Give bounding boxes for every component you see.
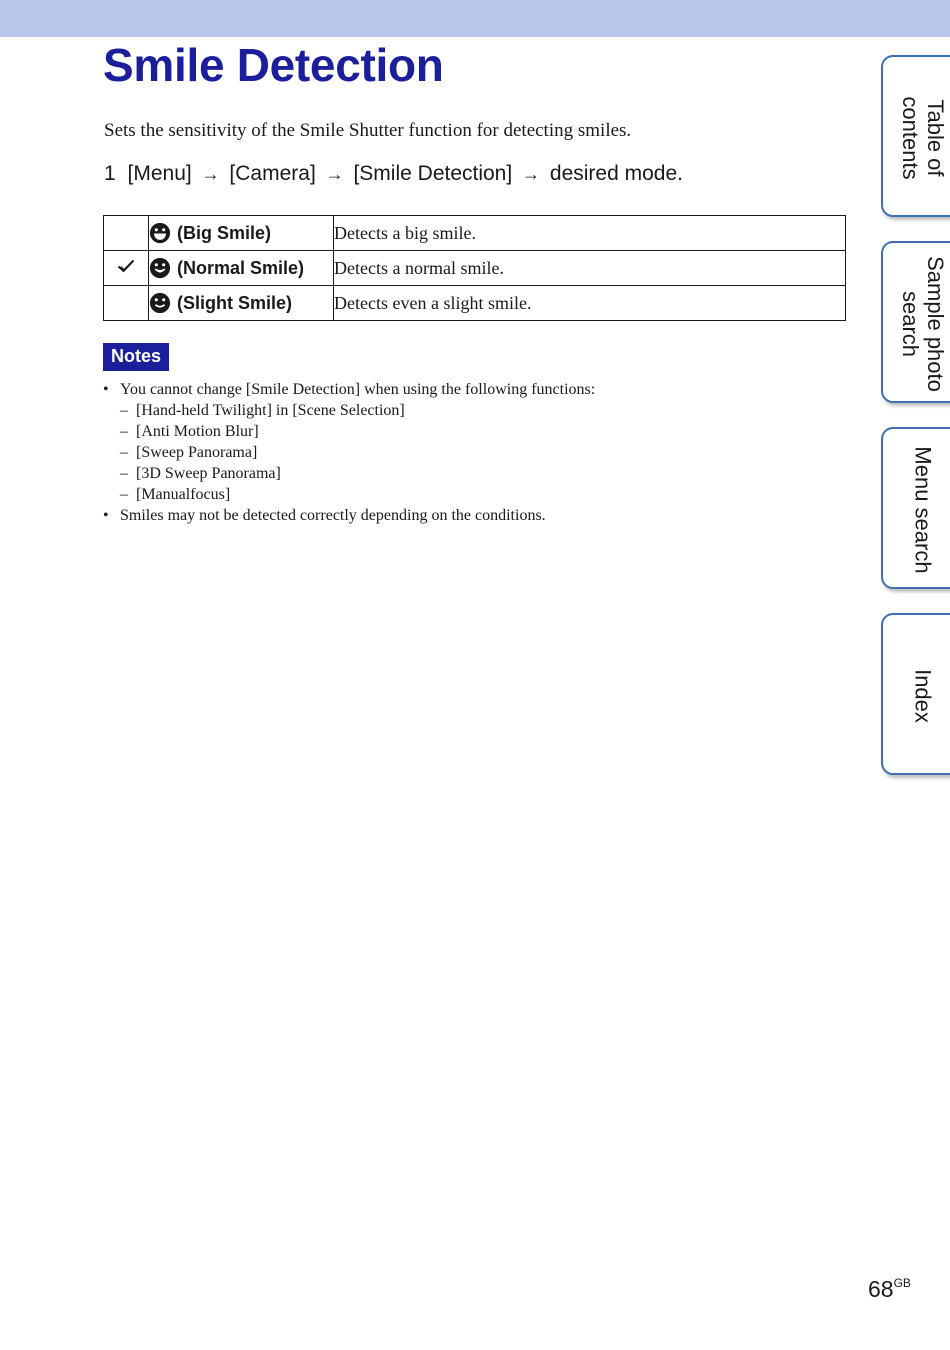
menu-path-camera: [Camera] — [229, 162, 316, 185]
list-item: – [Sweep Panorama] — [120, 444, 258, 461]
sub-note-text: [3D Sweep Panorama] — [136, 465, 281, 482]
list-item: – [Anti Motion Blur] — [120, 423, 259, 440]
list-item: – [Manualfocus] — [120, 486, 231, 503]
menu-path-step — [104, 162, 683, 186]
page-title: Smile Detection — [103, 39, 444, 91]
tab-label: Menu search — [910, 446, 936, 574]
mode-label-cell — [149, 286, 334, 321]
menu-path-menu: [Menu] — [127, 162, 192, 185]
mode-description: Detects a big smile. — [334, 216, 846, 251]
tab-sample-photo-search[interactable] — [881, 241, 950, 403]
table-row — [104, 216, 846, 251]
sub-note-text: [Sweep Panorama] — [136, 444, 258, 461]
default-marker-cell — [104, 251, 149, 286]
notes-sublist — [103, 400, 843, 505]
slight-smile-icon — [149, 292, 171, 314]
sub-note-text: [Hand-held Twilight] in [Scene Selection] — [136, 402, 405, 419]
arrow-right-icon: → — [522, 164, 541, 184]
step-number: 1 — [104, 162, 116, 185]
table-row — [104, 286, 846, 321]
tab-index[interactable] — [881, 613, 950, 775]
page-number-value: 68 — [868, 1276, 894, 1302]
smile-mode-table — [103, 215, 846, 321]
table-row — [104, 251, 846, 286]
mode-label-cell — [149, 251, 334, 286]
mode-label-cell — [149, 216, 334, 251]
page-number-suffix: GB — [893, 1276, 911, 1290]
notes-heading: Notes — [103, 343, 169, 371]
note-text: Smiles may not be detected correctly depending on the conditions. — [120, 507, 546, 524]
page-number — [868, 1276, 911, 1303]
default-marker-cell — [104, 216, 149, 251]
menu-path-desired-mode: desired mode. — [549, 162, 683, 185]
note-text: You cannot change [Smile Detection] when using the following functions: — [120, 381, 596, 398]
intro-text: Sets the sensitivity of the Smile Shutter function for detecting smiles. — [104, 120, 632, 141]
checkmark-icon — [117, 259, 135, 273]
notes-list — [103, 379, 843, 526]
mode-label: (Normal Smile) — [177, 258, 305, 278]
list-item: – [Hand-held Twilight] in [Scene Selection] — [120, 402, 405, 419]
tab-label: Table of contents — [898, 96, 948, 180]
tab-menu-search[interactable] — [881, 427, 950, 589]
list-item: – [3D Sweep Panorama] — [120, 465, 281, 482]
mode-description: Detects even a slight smile. — [334, 286, 846, 321]
default-marker-cell — [104, 286, 149, 321]
normal-smile-icon — [149, 257, 171, 279]
mode-description: Detects a normal smile. — [334, 251, 846, 286]
big-smile-icon — [149, 222, 171, 244]
tab-label: Index — [910, 669, 936, 723]
menu-path-smile-detection: [Smile Detection] — [353, 162, 513, 185]
list-item: • You cannot change [Smile Detection] when using the following functions: – [Hand-held Twilight] in [Scene Selection] – [Anti Motion Blur] – [Sweep Panorama] – [3D Sweep Panorama] – [Manualfocus] — [103, 379, 843, 505]
tab-table-of-contents[interactable] — [881, 55, 950, 217]
header-bar — [0, 0, 950, 37]
arrow-right-icon: → — [325, 164, 344, 184]
sub-note-text: [Anti Motion Blur] — [136, 423, 259, 440]
sub-note-text: [Manualfocus] — [136, 486, 231, 503]
list-item: • Smiles may not be detected correctly depending on the conditions. — [103, 507, 546, 524]
mode-label: (Slight Smile) — [177, 293, 293, 313]
mode-label: (Big Smile) — [177, 223, 272, 243]
arrow-right-icon: → — [201, 164, 220, 184]
tab-label: Sample photo search — [898, 256, 948, 392]
